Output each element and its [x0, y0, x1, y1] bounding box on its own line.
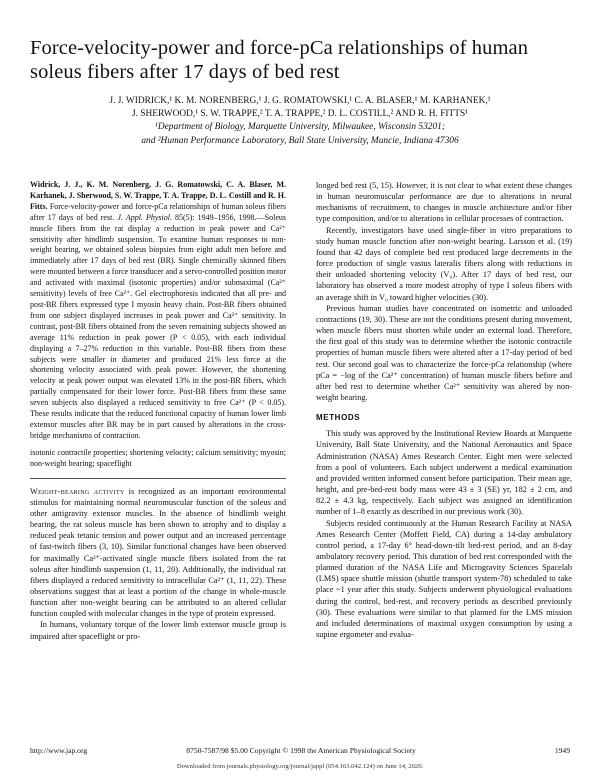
section-divider [30, 478, 286, 479]
right-column [316, 180, 572, 640]
intro-paragraph-3: Recently, investigators have used single-fiber in vitro preparations to study human muscle function after non-weight bearing. Larsson et al. (19) found that 42 days of complete bed rest produced large decrements in the force production of single vastus lateralis fibers along with reductions in their unloaded shortening velocity (V₀). After 17 days of bed rest, our laboratory has observed a more modest atrophy of type I soleus fibers with an average shift in V₀ toward higher velocities (30). [316, 225, 572, 302]
abstract [30, 180, 286, 442]
abstract-journal: J. Appl. Physiol. [117, 212, 172, 222]
intro-paragraph-2-start: In humans, voluntary torque of the lower limb extensor muscle group is impaired after spaceflight or pro- [30, 620, 286, 641]
abstract-citation-title: Force-velocity-power and force-pCa relationships of human soleus fibers after 17 days of bed rest. [30, 201, 286, 222]
download-watermark: Downloaded from journals.physiology.org/journal/jappl (054.163.042.124) on June 14, 2020. [176, 763, 424, 770]
authors-line-2: J. SHERWOOD,¹ S. W. TRAPPE,² T. A. TRAPPE,² D. L. COSTILL,² AND R. H. FITTS¹ [131, 109, 469, 120]
intro-paragraph-1-text: is recognized as an important environmental stimulus for maintaining normal neuromuscular function of the soleus and other antigravity extensor muscles. In the absence of hindlimb weight bearing, the rat soleus muscle has been shown to atrophy and to display a reduced peak tetanic tension and power output and an increased percentage of fast-twitch fibers (3, 10). Similar functional changes have been observed for maximally Ca²⁺-activated single muscle fibers isolated from the rat soleus after hindlimb suspension (1, 11, 20). Additionally, the individual rat fibers displayed a reduced sensitivity to intracellular Ca²⁺ (1, 11, 22). These observations suggest that at least a portion of the change in whole-muscle function after non-weight bearing can be attributed to an altered cellular function coupled with molecular changes in the type of protein expressed. [30, 486, 286, 619]
abstract-citation-authors: Widrick, J. J., K. M. Norenberg, J. G. Romatowski, C. A. Blaser, M. Karhanek, J. Sherwood, S. W. Trappe, T. A. Trappe, D. L. Costill and R. H. Fitts. [30, 180, 286, 211]
page-number: 1949 [554, 746, 570, 755]
methods-paragraph-1: This study was approved by the Institutional Review Boards at Marquette University, Ball State University, and the National Aeronautics and Space Administration (NASA) Ames Research Center. Eight men were selected from a pool of volunteers. Each subject underwent a medical examination and provided written informed consent before participation. Their mean age, height, and pre-bed-rest body mass were 43 ± 3 (SE) yr, 182 ± 2 cm, and 82.2 ± 4.3 kg, respectively. Each subject was assigned an identification number of 1–8 exactly as described in our previous work (30). [316, 429, 572, 517]
intro-paragraph-4: Previous human studies have concentrated on isometric and unloaded contractions (19, 30). These are not the conditions present during movement, when muscle fibers must shorten while under an external load. Therefore, the first goal of this study was to determine whether the isotonic contractile properties of human muscle fibers were altered after a 17-day period of bed rest. Our second goal was to characterize the force-pCa relationship (where pCa = −log of the Ca²⁺ concentration) of human muscle fibers before and after bed rest to determine whether Ca²⁺ sensitivity was altered by non-weight bearing. [316, 303, 572, 402]
methods-heading: METHODS [316, 413, 361, 423]
author-block [0, 95, 600, 148]
article-title: Force-velocity-power and force-pCa relationships of human soleus fibers after 17 days of bed rest [30, 37, 529, 83]
intro-lead-in: Weight-bearing activity [30, 486, 125, 496]
authors-line-1: J. J. WIDRICK,¹ K. M. NORENBERG,¹ J. G. ROMATOWSKI,¹ C. A. BLASER,¹ M. KARHANEK,¹ [109, 96, 491, 106]
journal-url-link[interactable]: http://www.jap.org [30, 746, 88, 755]
intro-paragraph-2-end: longed bed rest (5, 15). However, it is not clear to what extent these changes in human neuromuscular performance are due to alterations in neural mechanisms of recruitment, to changes in muscle architecture and/or fiber type composition, and/or to alterations in cellular processes of contraction. [316, 181, 572, 224]
affiliation-line-2: and ²Human Performance Laboratory, Ball State University, Muncie, Indiana 47306 [141, 135, 459, 146]
copyright-notice: 8750-7587/98 $5.00 Copyright © 1998 the American Physiological Society [186, 746, 416, 755]
left-column [30, 180, 286, 642]
abstract-journal-ref: 85(5): 1949–1956, 1998.— [171, 212, 265, 222]
intro-paragraph-1 [30, 486, 286, 620]
abstract-body: Soleus muscle fibers from the rat display a reduction in peak power and Ca²⁺ sensitivity after hindlimb suspension. To examine human responses to non-weight bearing, we obtained soleus biopsies from eight adult men before and immediately after 17 days of bed rest (BR). Single chemically skinned fibers were mounted between a force transducer and a servo-controlled position motor and activated with maximal (isotonic properties) and/or submaximal (Ca²⁺ sensitivity) levels of free Ca²⁺. Gel electrophoresis indicated that all pre- and post-BR fibers expressed type I myosin heavy chain. Post-BR fibers obtained from one subject displayed increases in peak power and Ca²⁺ sensitivity. In contrast, post-BR fibers obtained from the seven remaining subjects showed an average 11% reduction in peak power (P < 0.05), with each individual displaying a 7–27% reduction in this variable. Post-BR fibers from these subjects were smaller in diameter and produced 21% less force at the shortening velocity associated with peak power. However, the shortening velocity at peak power output was elevated 13% in the post-BR fibers, which partially compensated for their lower force. Post-BR fibers from these same seven subjects also displayed a reduced sensitivity to free Ca²⁺ (P < 0.05). These results indicate that the reduced functional capacity of human lower limb extensor muscles after BR may be in part caused by alterations in the cross-bridge mechanisms of contraction. [30, 212, 286, 440]
affiliation-line-1: ¹Department of Biology, Marquette University, Milwaukee, Wisconsin 53201; [155, 122, 445, 133]
keywords: isotonic contractile properties; shortening velocity; calcium sensitivity; myosin; non-weight bearing; spaceflight [30, 447, 286, 468]
methods-paragraph-2: Subjects resided continuously at the Human Research Facility at NASA Ames Research Center (Moffett Field, CA) during a 14-day ambulatory control period, a 17-day 6° head-down-tilt bed-rest period, and an 8-day ambulatory recovery period. This duration of bed rest corresponded with the planned duration of the NASA Life and Microgravity Sciences Spacelab (LMS) space shuttle mission (shuttle transport system-78) scheduled to take place ~1 year after this study. Subjects underwent physiological evaluations during the control, bed-rest, and recovery periods as described previously (30). These evaluations were similar to that planned for the LMS mission and included determinations of maximal oxygen consumption by using a supine ergometer and evalua- [316, 518, 572, 640]
